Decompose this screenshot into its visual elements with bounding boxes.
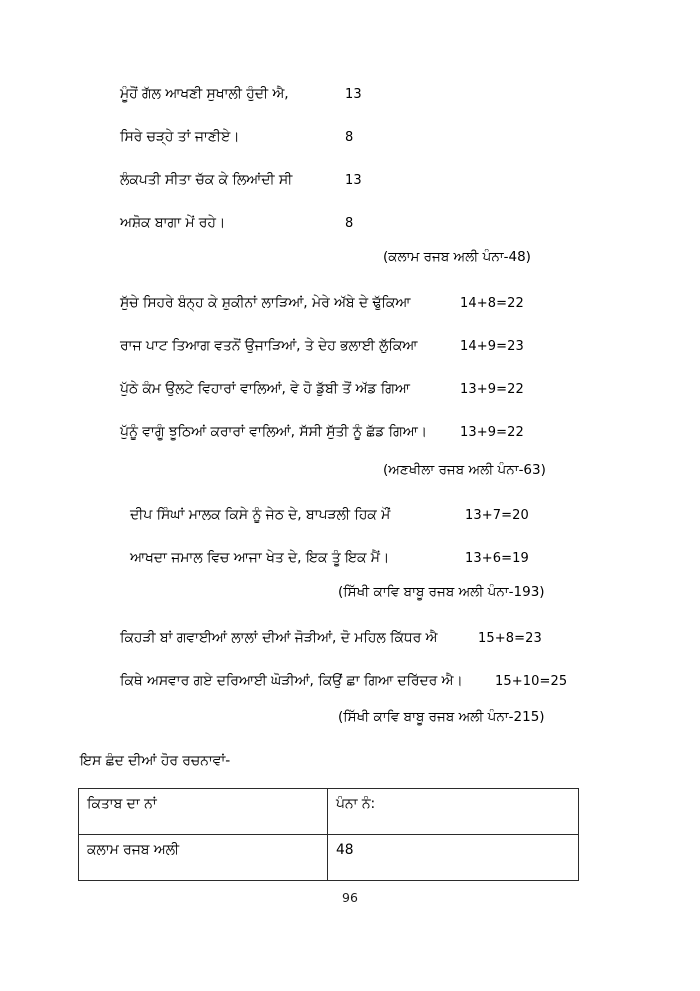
- source-citation: (ਸਿੱਖੀ ਕਾਵਿ ਬਾਬੂ ਰਜਬ ਅਲੀ ਪੰਨਾ-193): [338, 584, 545, 600]
- verse-text: ਲੰਕਪਤੀ ਸੀਤਾ ਚੱਕ ਕੇ ਲਿਆਂਦੀ ਸੀ: [120, 172, 293, 188]
- syllable-count: 13: [345, 173, 362, 188]
- verse-line: [120, 215, 353, 231]
- verse-text: ਕਿਹੜੀ ਬਾਂ ਗਵਾਈਆਂ ਲਾਲਾਂ ਦੀਆਂ ਜੋੜੀਆਂ, ਦੋ ਮਹਿਲ ਕਿੱਧਰ ਐ: [120, 630, 438, 646]
- verse-line: [120, 86, 362, 102]
- verse-text: ਸੁੱਚੇ ਸਿਹਰੇ ਬੰਨ੍ਹ ਕੇ ਸ਼ੁਕੀਨਾਂ ਲਾੜਿਆਂ, ਮੇਰੇ ਅੱਬੇ ਦੇ ਢੁੱਕਿਆ: [120, 295, 411, 311]
- verse-line: [120, 381, 524, 397]
- verse-text: ਸਿਰੇ ਚੜ੍ਹੇ ਤਾਂ ਜਾਣੀਏ।: [120, 129, 240, 145]
- section-note: ਇਸ ਛੰਦ ਦੀਆਂ ਹੋਰ ਰਚਨਾਵਾਂ-: [80, 753, 231, 769]
- page-number: 96: [342, 890, 358, 905]
- syllable-count: 13+7=20: [465, 508, 529, 523]
- syllable-count: 14+8=22: [460, 296, 524, 311]
- source-citation: (ਕਲਾਮ ਰਜਬ ਅਲੀ ਪੰਨਾ-48): [383, 249, 531, 265]
- syllable-count: 8: [345, 216, 354, 231]
- syllable-count: 8: [345, 130, 354, 145]
- syllable-count: 15+8=23: [478, 631, 542, 646]
- verse-text: ਰਾਜ ਪਾਟ ਤਿਆਗ ਵਤਨੋਂ ਉਜਾੜਿਆਂ, ਤੇ ਦੇਹ ਭਲਾਈ ਲੁੱਕਿਆ: [120, 338, 418, 354]
- verse-text: ਅਸ਼ੋਕ ਬਾਗਾ ਮੇਂ ਰਹੇ।: [120, 215, 226, 231]
- table-header-cell-book-name: ਕਿਤਾਬ ਦਾ ਨਾਂ: [79, 789, 328, 835]
- verse-text: ਮੂੰਹੋਂ ਗੱਲ ਆਖਣੀ ਸੁਖਾਲੀ ਹੁੰਦੀ ਐ,: [120, 86, 289, 102]
- verse-line: [120, 172, 362, 188]
- syllable-count: 13+9=22: [460, 382, 524, 397]
- table-row: [79, 835, 579, 881]
- verse-text: ਪੁੱਠੇ ਕੰਮ ਉਲਟੇ ਵਿਹਾਰਾਂ ਵਾਲਿਆਂ, ਵੇ ਹੋ ਡੁੱਬੀ ਤੋਂ ਅੱਡ ਗਿਆ: [120, 381, 410, 397]
- verse-text: ਦੀਪ ਸਿੰਘਾਂ ਮਾਲਕ ਕਿਸੇ ਨੂੰ ਜੇਠ ਦੇ, ਬਾਪੜਲੀ ਹਿਕ ਮੌਂ: [130, 507, 391, 523]
- verse-line: [130, 507, 529, 523]
- verse-line: [120, 424, 524, 440]
- table-header-row: [79, 789, 579, 835]
- table-header-cell-page-number: ਪੰਨਾ ਨੰ:: [328, 789, 579, 835]
- verse-text: ਕਿਥੇ ਅਸਵਾਰ ਗਏ ਦਰਿਆਈ ਘੋੜੀਆਂ, ਕਿਉਂ ਛਾ ਗਿਆ ਦਰਿੱਦਰ ਐ।: [120, 673, 463, 689]
- verse-text: ਪੁੱਨੂੰ ਵਾਗੂੰ ਝੂਠਿਆਂ ਕਰਾਰਾਂ ਵਾਲਿਆਂ, ਸੱਸੀ ਸੁੱਤੀ ਨੂੰ ਛੱਡ ਗਿਆ।: [120, 424, 427, 440]
- syllable-count: 13+9=22: [460, 425, 524, 440]
- verse-line: [120, 673, 567, 689]
- verse-line: [120, 295, 524, 311]
- source-citation: (ਸਿੱਖੀ ਕਾਵਿ ਬਾਬੂ ਰਜਬ ਅਲੀ ਪੰਨਾ-215): [338, 709, 545, 725]
- syllable-count: 13+6=19: [465, 551, 529, 566]
- table-cell-page-number: 48: [328, 835, 579, 881]
- verse-line: [120, 129, 353, 145]
- syllable-count: 13: [345, 87, 362, 102]
- syllable-count: 14+9=23: [460, 339, 524, 354]
- table-cell-book-name: ਕਲਾਮ ਰਜਬ ਅਲੀ: [79, 835, 328, 881]
- verse-text: ਆਖਦਾ ਜਮਾਲ ਵਿਚ ਆਜਾ ਖੇਤ ਦੇ, ਇਕ ਤੂੰ ਇਕ ਮੈਂ।: [130, 550, 390, 566]
- works-table: [78, 788, 579, 881]
- verse-line: [120, 338, 524, 354]
- verse-line: [120, 630, 542, 646]
- source-citation: (ਅਣਖੀਲਾ ਰਜਬ ਅਲੀ ਪੰਨਾ-63): [383, 462, 546, 478]
- verse-line: [130, 550, 529, 566]
- syllable-count: 15+10=25: [495, 674, 568, 689]
